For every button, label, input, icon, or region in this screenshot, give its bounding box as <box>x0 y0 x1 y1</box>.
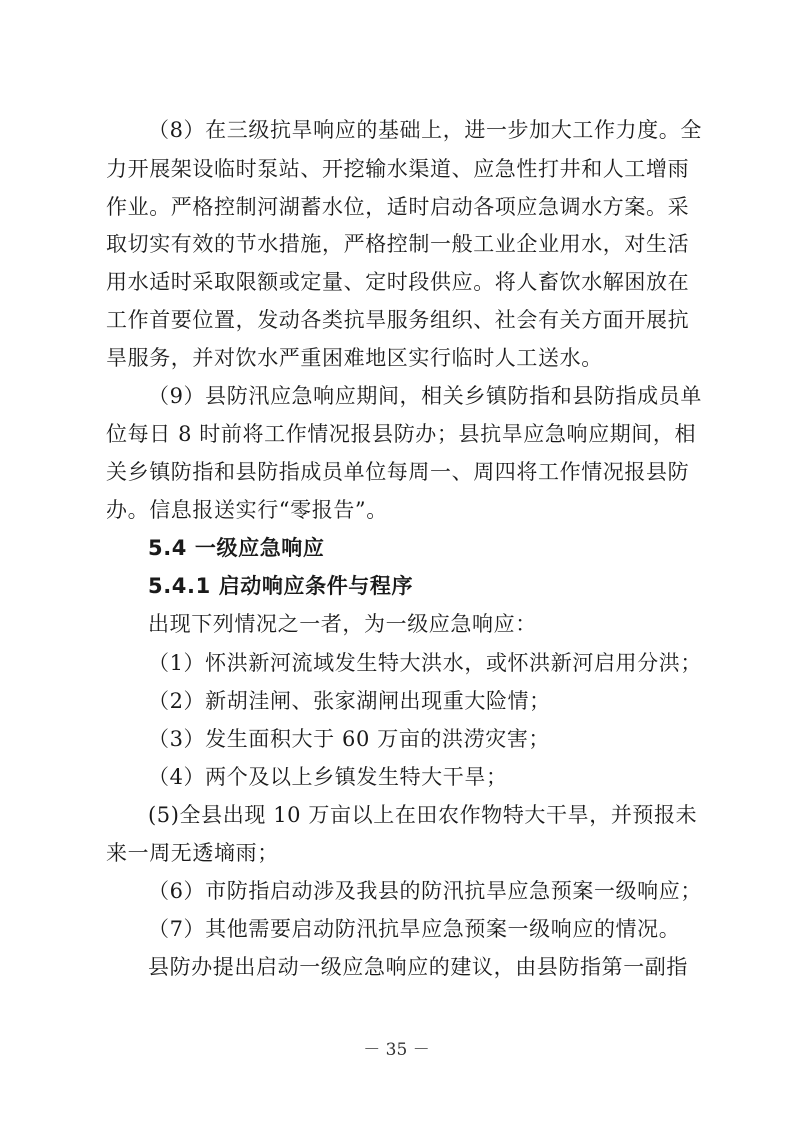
text-line: 用水适时采取限额或定量、定时段供应。将人畜饮水解困放在 <box>106 270 690 294</box>
list-item: （3）发生面积大于 60 万亩的洪涝灾害； <box>148 727 551 751</box>
text-line: 位每日 8 时前将工作情况报县防办；县抗旱应急响应期间，相 <box>106 422 697 446</box>
text-line: 工作首要位置，发动各类抗旱服务组织、社会有关方面开展抗 <box>106 308 690 332</box>
text-line: 关乡镇防指和县防指成员单位每周一、周四将工作情况报县防 <box>106 460 690 484</box>
list-item: (5)全县出现 10 万亩以上在田农作物特大干旱，并预报未 <box>148 803 698 827</box>
list-item: （4）两个及以上乡镇发生特大干旱； <box>148 765 508 789</box>
list-item: （6）市防指启动涉及我县的防汛抗旱应急预案一级响应； <box>148 879 702 903</box>
text-line: 办。信息报送实行“零报告”。 <box>106 498 388 522</box>
text-line: 县防办提出启动一级应急响应的建议，由县防指第一副指 <box>148 955 688 979</box>
text-line: 旱服务，并对饮水严重困难地区实行临时人工送水。 <box>106 346 603 370</box>
list-item: （2）新胡洼闸、张家湖闸出现重大险情； <box>148 689 551 713</box>
page-number: － 35 － <box>363 1040 430 1060</box>
text-line: （9）县防汛应急响应期间，相关乡镇防指和县防指成员单 <box>148 384 702 408</box>
subsection-heading: 5.4.1 启动响应条件与程序 <box>148 574 414 598</box>
text-line: 出现下列情况之一者，为一级应急响应： <box>148 612 537 636</box>
text-line: 取切实有效的节水措施，严格控制一般工业企业用水，对生活 <box>106 232 690 256</box>
text-line: 力开展架设临时泵站、开挖输水渠道、应急性打井和人工增雨 <box>106 157 690 181</box>
list-item-continuation: 来一周无透墒雨； <box>106 841 279 865</box>
text-line: 作业。严格控制河湖蓄水位，适时启动各项应急调水方案。采 <box>106 195 690 219</box>
list-item: （7）其他需要启动防汛抗旱应急预案一级响应的情况。 <box>148 917 681 941</box>
text-line: （8）在三级抗旱响应的基础上，进一步加大工作力度。全 <box>148 118 702 142</box>
list-item: （1）怀洪新河流域发生特大洪水，或怀洪新河启用分洪； <box>148 651 702 675</box>
section-heading: 5.4 一级应急响应 <box>148 536 325 560</box>
